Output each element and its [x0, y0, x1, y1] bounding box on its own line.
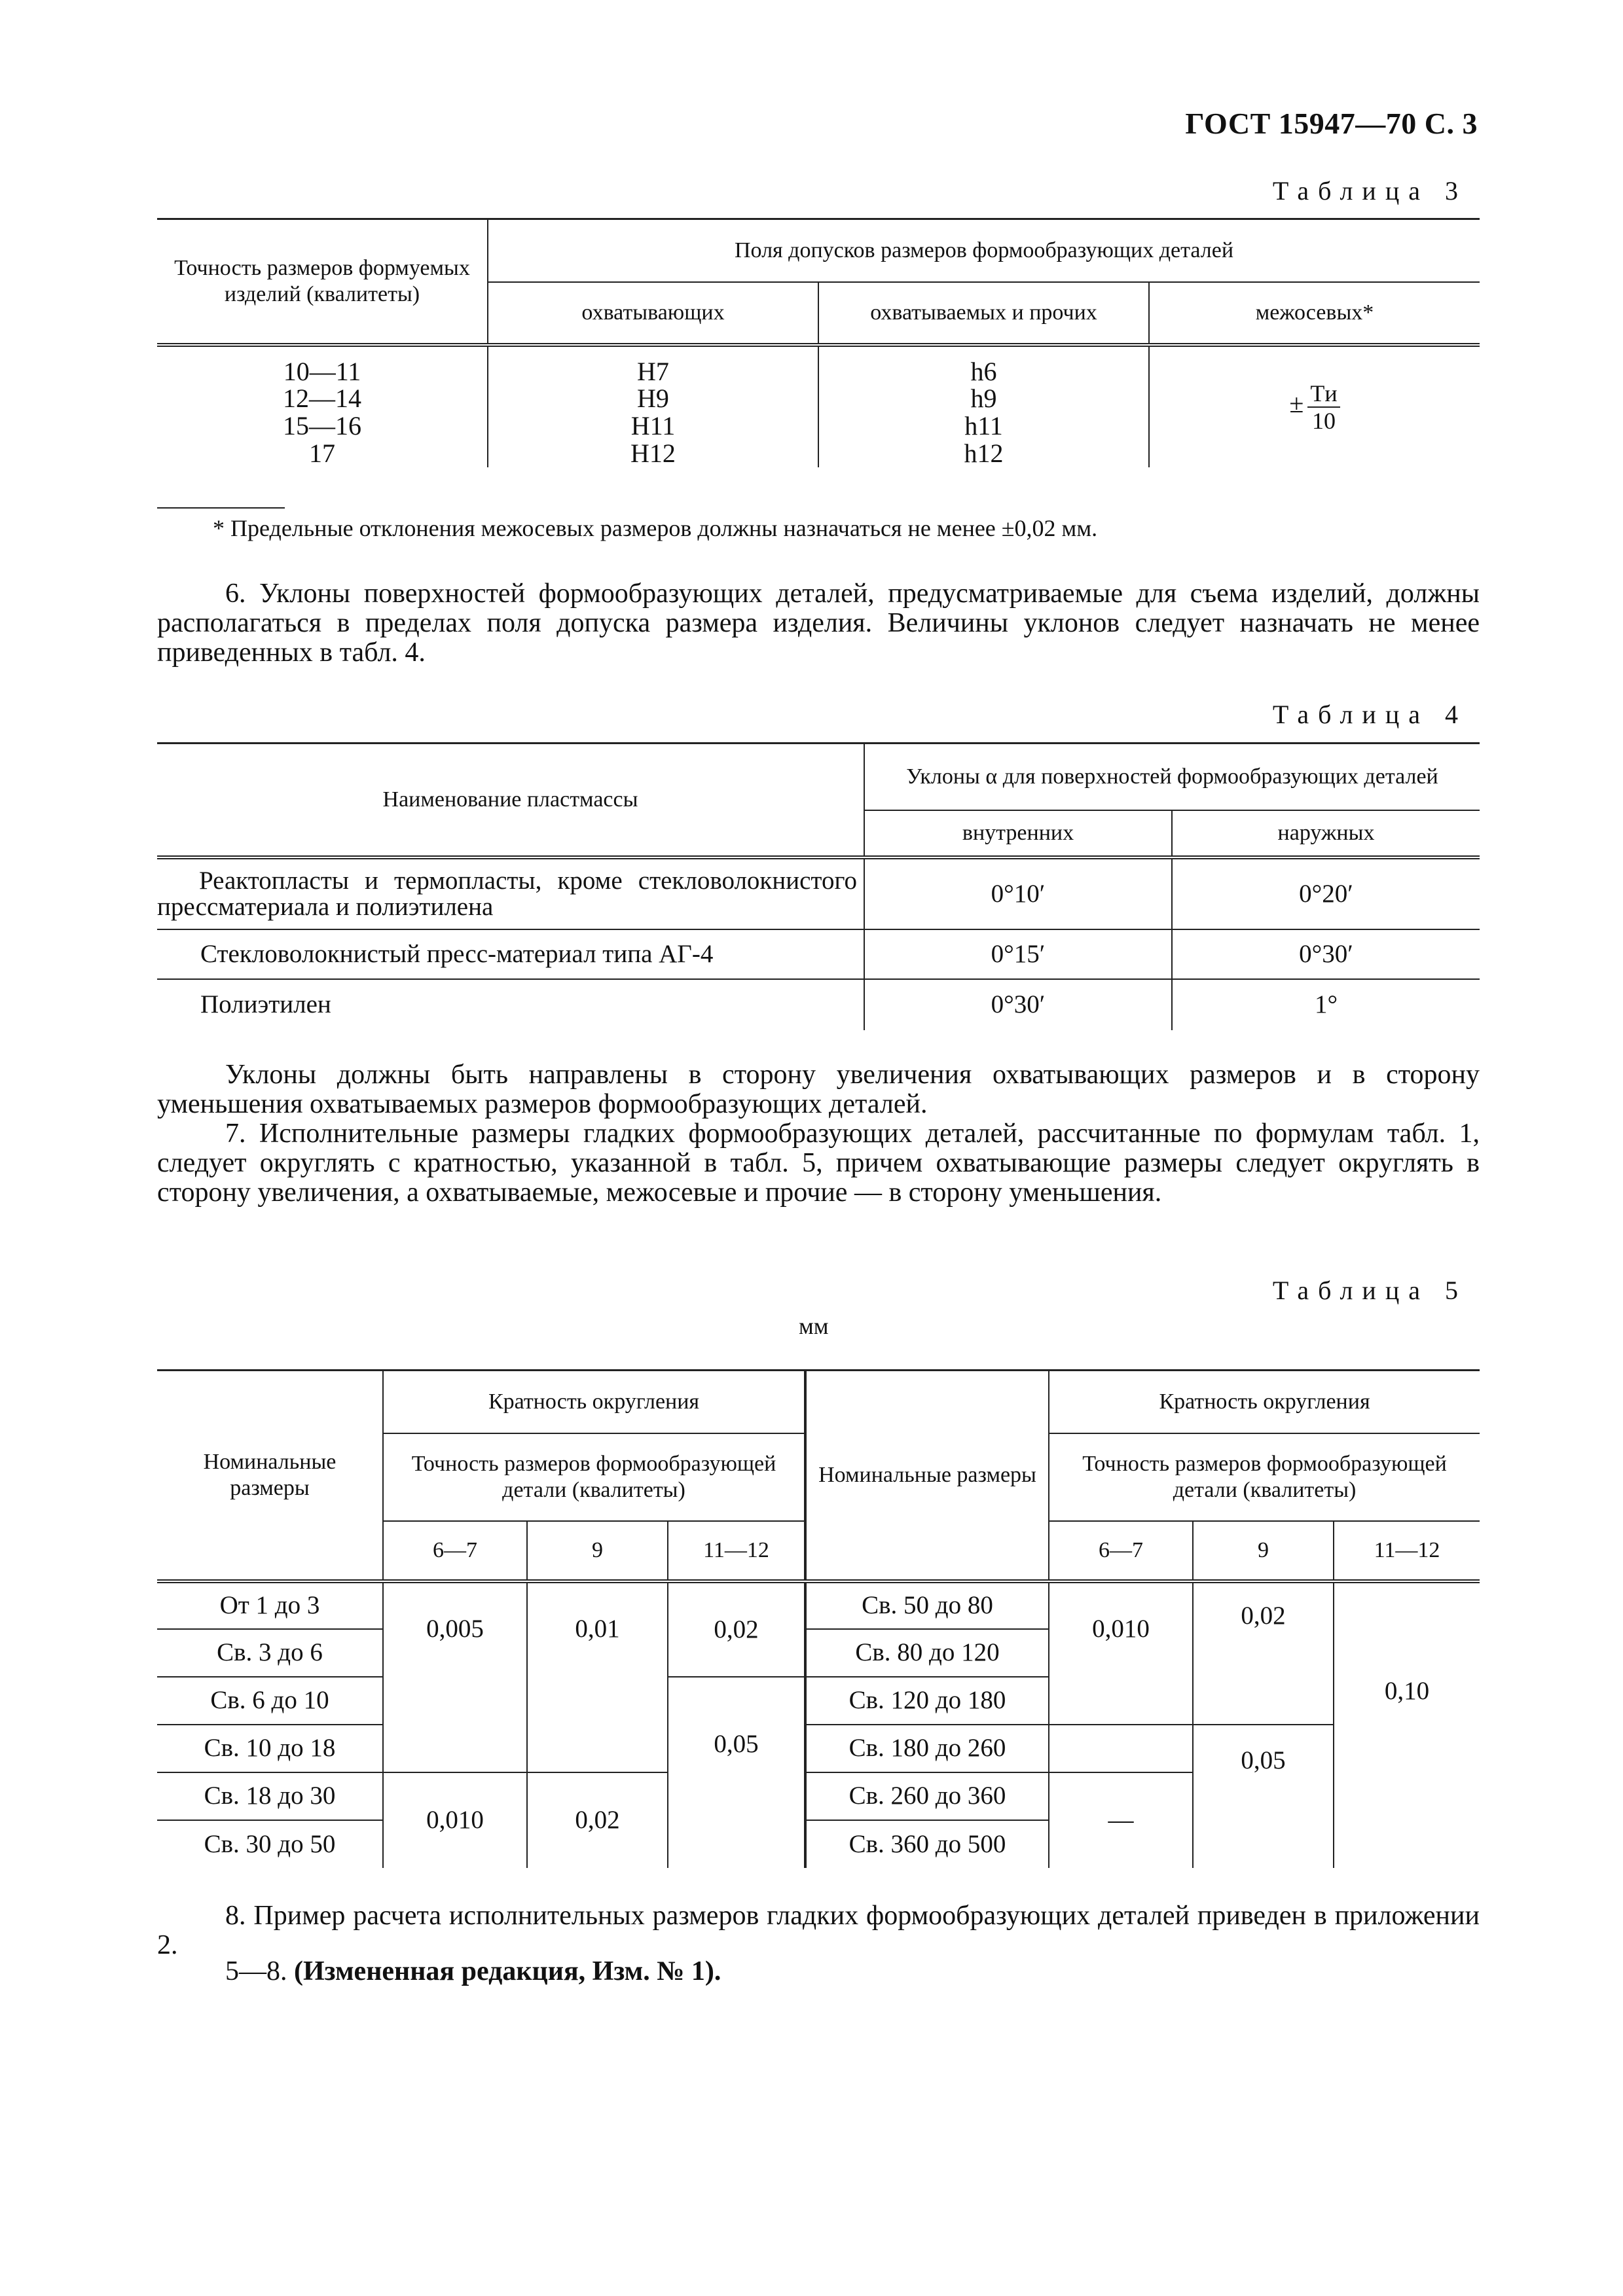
paragraph-7: 7. Исполнительные размеры гладких формообразующих деталей, рассчитанные по формулам табл. 1, следует округлять с кратностью, указанной в табл. 5, причем охватывающие размеры следует округлять в сторону увеличения, а охватываемые, межосевые и прочие — в сторону уменьшения.	[157, 1119, 1480, 1208]
page-header: ГОСТ 15947—70 С. 3	[1185, 107, 1478, 140]
table5-value-left-q9: 0,01	[527, 1581, 668, 1772]
table4	[157, 742, 1480, 1030]
table4-material: Стекловолокнистый пресс-материал типа АГ-4	[157, 929, 864, 979]
table5-value-right-q67: 0,010	[1049, 1581, 1193, 1725]
table4-inner: 0°15′	[864, 929, 1172, 979]
table5-value-left-q67-b: 0,010	[383, 1772, 527, 1868]
paragraph-slopes: Уклоны должны быть направлены в сторону увеличения охватывающих размеров и в сторону уменьшения охватываемых размеров формообразующих деталей.	[157, 1060, 1480, 1119]
table5-size-left: От 1 до 3	[157, 1581, 383, 1629]
table3-quality: 17	[157, 440, 488, 467]
table4-col1-header: Наименование пластмассы	[157, 744, 864, 857]
table5-value-left-q1112: 0,02	[668, 1581, 805, 1677]
table5-subgroup-header-right: Точность размеров формообразующей детали (квалитеты)	[1049, 1433, 1480, 1521]
table5-quality-right: 6—7	[1049, 1521, 1193, 1581]
table4-material: Реактопласты и термопласты, кроме стекловолокнистого прессматериала и полиэтилена	[157, 857, 864, 929]
table5-size-right: Св. 180 до 260	[805, 1725, 1049, 1772]
table5-size-left: Св. 3 до 6	[157, 1629, 383, 1677]
table5-value-left-q67: 0,005	[383, 1581, 527, 1772]
table5-size-right: Св. 50 до 80	[805, 1581, 1049, 1629]
table5-value-right-q9: 0,02	[1193, 1581, 1334, 1725]
table5	[157, 1369, 1480, 1868]
table3-enclosing: H12	[488, 440, 818, 467]
table5-quality-left: 11—12	[668, 1521, 805, 1581]
table3-quality: 10—11	[157, 345, 488, 385]
table5-size-right: Св. 80 до 120	[805, 1629, 1049, 1677]
table5-size-left: Св. 10 до 18	[157, 1725, 383, 1772]
fraction-denominator: 10	[1311, 407, 1336, 434]
table5-value-right-q67-b: —	[1049, 1772, 1193, 1868]
table5-nominal-header-left: Номинальные размеры	[157, 1371, 383, 1581]
table3-enclosing: H9	[488, 385, 818, 412]
table3	[157, 218, 1480, 467]
table3-caption: Таблица 3	[1272, 176, 1467, 206]
table3-enclosing: H7	[488, 345, 818, 385]
table4-outer: 0°30′	[1172, 929, 1480, 979]
table5-value-right-q67-empty	[1049, 1725, 1193, 1772]
table5-size-left: Св. 18 до 30	[157, 1772, 383, 1820]
amendment-bold: (Измененная редакция, Изм. № 1).	[294, 1956, 721, 1986]
table3-interaxial-cell	[1149, 345, 1480, 467]
amendment-ref: 5—8.	[225, 1956, 287, 1986]
table4-outer: 1°	[1172, 979, 1480, 1030]
table5-quality-left: 9	[527, 1521, 668, 1581]
table3-quality: 15—16	[157, 412, 488, 440]
table3-quality: 12—14	[157, 385, 488, 412]
table5-value-left-q9-b: 0,02	[527, 1772, 668, 1868]
table5-quality-right: 9	[1193, 1521, 1334, 1581]
table5-group-header-right: Кратность округления	[1049, 1371, 1480, 1433]
table4-caption: Таблица 4	[1272, 700, 1467, 729]
paragraph-6: 6. Уклоны поверхностей формообразующих деталей, предусматриваемые для съема изделий, должны располагаться в пределах поля допуска размера изделия. Величины уклонов следует назначать не менее приведенных в табл. 4.	[157, 579, 1480, 668]
paragraph-8: 8. Пример расчета исполнительных размеров гладких формообразующих деталей приведен в приложении 2.	[157, 1901, 1480, 1960]
table3-enclosed: h6	[818, 345, 1149, 385]
table5-value-right-q1112: 0,10	[1334, 1581, 1480, 1868]
table3-col1-header: Точность размеров формуемых изделий (квалитеты)	[157, 219, 488, 345]
table3-subheader-enclosing: охватывающих	[488, 282, 818, 345]
table5-value-right-q9-b: 0,05	[1193, 1725, 1334, 1868]
amendment-note	[225, 1956, 721, 1987]
table5-size-right: Св. 120 до 180	[805, 1677, 1049, 1725]
table5-quality-right: 11—12	[1334, 1521, 1480, 1581]
table4-outer: 0°20′	[1172, 857, 1480, 929]
table5-size-right: Св. 260 до 360	[805, 1772, 1049, 1820]
plus-minus-sign: ±	[1289, 388, 1304, 418]
table5-group-header-left: Кратность округления	[383, 1371, 805, 1433]
table5-subgroup-header-left: Точность размеров формообразующей детали (квалитеты)	[383, 1433, 805, 1521]
table4-subheader-outer: наружных	[1172, 810, 1480, 857]
table3-subheader-interaxial: межосевых*	[1149, 282, 1480, 345]
table5-size-left: Св. 6 до 10	[157, 1677, 383, 1725]
table3-group-header: Поля допусков размеров формообразующих деталей	[488, 219, 1480, 282]
table3-subheader-enclosed: охватываемых и прочих	[818, 282, 1149, 345]
footnote-separator	[157, 507, 285, 509]
table3-enclosed: h12	[818, 440, 1149, 467]
fraction-numerator: Tи	[1307, 380, 1340, 408]
interaxial-fraction	[1307, 380, 1340, 434]
table5-quality-left: 6—7	[383, 1521, 527, 1581]
table5-caption: Таблица 5	[1272, 1276, 1467, 1305]
table4-subheader-inner: внутренних	[864, 810, 1172, 857]
table3-enclosed: h11	[818, 412, 1149, 440]
table5-units: мм	[799, 1313, 829, 1339]
table5-size-right: Св. 360 до 500	[805, 1820, 1049, 1868]
table5-value-left-q1112-b: 0,05	[668, 1677, 805, 1868]
table3-enclosed: h9	[818, 385, 1149, 412]
table5-nominal-header-right: Номинальные размеры	[805, 1371, 1049, 1581]
table4-material: Полиэтилен	[157, 979, 864, 1030]
table4-group-header: Уклоны α для поверхностей формообразующих деталей	[864, 744, 1480, 810]
table4-inner: 0°30′	[864, 979, 1172, 1030]
table4-inner: 0°10′	[864, 857, 1172, 929]
table5-size-left: Св. 30 до 50	[157, 1820, 383, 1868]
table3-enclosing: H11	[488, 412, 818, 440]
table3-footnote: * Предельные отклонения межосевых размеров должны назначаться не менее ±0,02 мм.	[213, 515, 1098, 541]
